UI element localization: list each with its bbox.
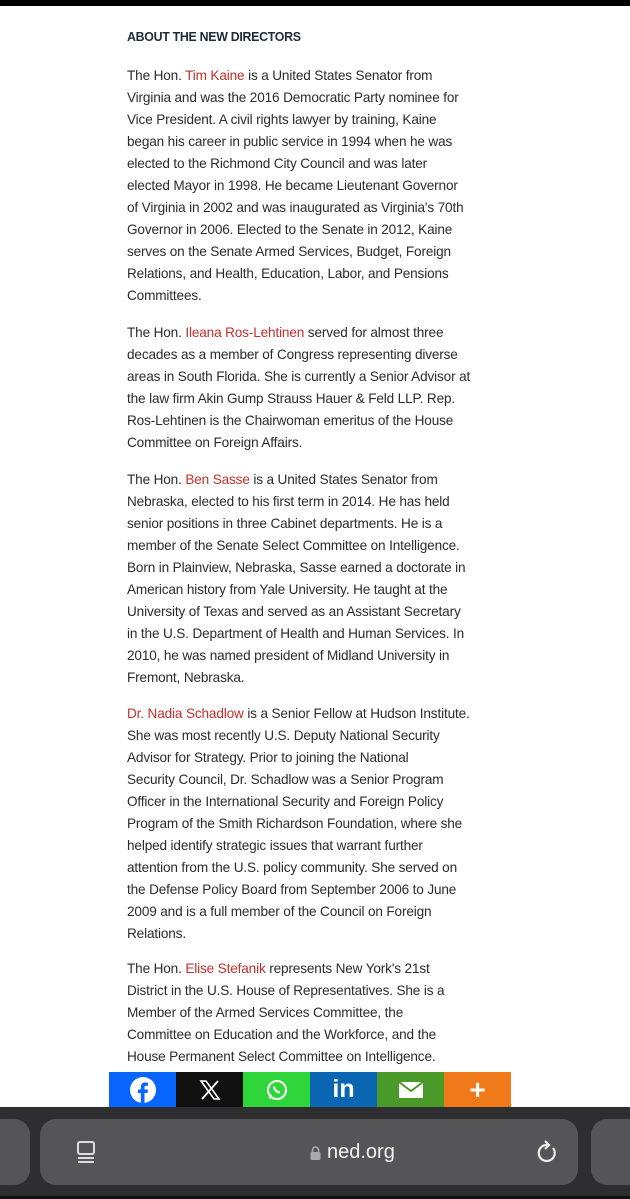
reload-icon[interactable] xyxy=(536,1140,558,1164)
bio-line: Relations, and Health, Education, Labor, and Pensions xyxy=(127,266,449,281)
bio-line: She was most recently U.S. Deputy National Security xyxy=(127,728,440,743)
director-bio xyxy=(127,703,470,945)
director-name-link[interactable]: Ben Sasse xyxy=(185,472,250,487)
bio-line: Virginia and was the 2016 Democratic Party nominee for xyxy=(127,90,459,105)
share-linkedin-button[interactable] xyxy=(310,1072,377,1107)
bio-text: is a Senior Fellow at Hudson Institute. xyxy=(243,706,470,721)
share-facebook-button[interactable] xyxy=(109,1072,176,1107)
director-bio xyxy=(127,65,464,307)
bio-line: Vice President. A civil rights lawyer by training, Kaine xyxy=(127,112,437,127)
director-name-link[interactable]: Dr. Nadia Schadlow xyxy=(127,706,244,721)
share-more-button[interactable] xyxy=(444,1072,511,1107)
bio-line: 2009 and is a full member of the Council on Foreign xyxy=(127,904,432,919)
bio-line xyxy=(127,469,465,491)
director-name-link[interactable]: Elise Stefanik xyxy=(185,961,266,976)
facebook-icon xyxy=(129,1076,157,1104)
bio-line: elected to the Richmond City Council and was later xyxy=(127,156,428,171)
bio-line: Security Council, Dr. Schadlow was a Senior Program xyxy=(127,772,444,787)
bio-prefix: The Hon. xyxy=(127,68,186,83)
bio-line: began his career in public service in 1994 when he was xyxy=(127,134,453,149)
bio-line: decades as a member of Congress representing diverse xyxy=(127,347,458,362)
share-x-button[interactable] xyxy=(176,1072,243,1107)
linkedin-icon: in xyxy=(332,1075,355,1103)
director-name-link[interactable]: Ileana Ros-Lehtinen xyxy=(185,325,305,340)
bio-prefix: The Hon. xyxy=(127,472,186,487)
previous-tab-pill[interactable] xyxy=(0,1119,30,1185)
bio-prefix: The Hon. xyxy=(127,961,186,976)
bio-line: House Permanent Select Committee on Intelligence. xyxy=(127,1049,436,1064)
x-icon xyxy=(199,1079,221,1101)
share-email-button[interactable] xyxy=(377,1072,444,1107)
bio-line: Program of the Smith Richardson Foundation, where she xyxy=(127,816,463,831)
email-icon xyxy=(399,1082,423,1098)
bio-line: Ros-Lehtinen is the Chairwoman emeritus of the House xyxy=(127,413,454,428)
bio-line: in the U.S. Department of Health and Human Services. In xyxy=(127,626,465,641)
bio-line: Born in Plainview, Nebraska, Sasse earned a doctorate in xyxy=(127,560,466,575)
bio-line: areas in South Florida. She is currently a Senior Advisor at xyxy=(127,369,471,384)
bio-line: Advisor for Strategy. Prior to joining the National xyxy=(127,750,409,765)
bio-line: University of Texas and served as an Assistant Secretary xyxy=(127,604,461,619)
section-heading: ABOUT THE NEW DIRECTORS xyxy=(127,29,301,44)
share-whatsapp-button[interactable] xyxy=(243,1072,310,1107)
bio-line: Governor in 2006. Elected to the Senate in 2012, Kaine xyxy=(127,222,453,237)
lock-icon xyxy=(310,1146,321,1160)
whatsapp-icon xyxy=(265,1078,289,1102)
bio-line xyxy=(127,65,464,87)
bio-line: District in the U.S. House of Representatives. She is a xyxy=(127,983,445,998)
share-bar xyxy=(109,1072,511,1107)
bio-line: Nebraska, elected to his first term in 2014. He has held xyxy=(127,494,450,509)
director-bio xyxy=(127,469,465,689)
bio-line: Officer in the International Security and Foreign Policy xyxy=(127,794,444,809)
browser-toolbar xyxy=(0,1107,630,1199)
bio-prefix: The Hon. xyxy=(127,325,186,340)
bio-line: Relations. xyxy=(127,926,186,941)
bio-line: American history from Yale University. He taught at the xyxy=(127,582,448,597)
bio-line: senior positions in three Cabinet departments. He is a xyxy=(127,516,443,531)
bio-line: Member of the Armed Services Committee, the xyxy=(127,1005,404,1020)
bio-line: elected Mayor in 1998. He became Lieutenant Governor xyxy=(127,178,458,193)
bio-line: Committees. xyxy=(127,288,202,303)
status-bar xyxy=(0,0,630,6)
bio-line: Committee on Education and the Workforce, and the xyxy=(127,1027,437,1042)
director-name-link[interactable]: Tim Kaine xyxy=(185,68,245,83)
bio-line: attention from the U.S. policy community. She served on xyxy=(127,860,457,875)
bio-line: the Defense Policy Board from September 2006 to June xyxy=(127,882,457,897)
bio-line xyxy=(127,322,470,344)
bio-line xyxy=(127,958,444,980)
bio-text: is a United States Senator from xyxy=(244,68,433,83)
bio-line: 2010, he was named president of Midland University in xyxy=(127,648,450,663)
director-bio xyxy=(127,322,470,454)
bio-text: served for almost three xyxy=(304,325,444,340)
url-text: ned.org xyxy=(327,1141,395,1163)
bio-line: Fremont, Nebraska. xyxy=(127,670,245,685)
bio-line: the law firm Akin Gump Strauss Hauer & Feld LLP. Rep. xyxy=(127,391,456,406)
bio-text: is a United States Senator from xyxy=(249,472,438,487)
tabs-icon xyxy=(76,1141,96,1165)
bio-line xyxy=(127,703,470,725)
director-bio xyxy=(127,958,444,1068)
bio-line: member of the Senate Select Committee on Intelligence. xyxy=(127,538,460,553)
bio-line: of Virginia in 2002 and was inaugurated as Virginia's 70th xyxy=(127,200,464,215)
address-bar[interactable] xyxy=(40,1119,578,1185)
bio-line: helped identify strategic issues that warrant further xyxy=(127,838,423,853)
next-tab-pill[interactable] xyxy=(591,1119,630,1185)
bio-line: serves on the Senate Armed Services, Budget, Foreign xyxy=(127,244,451,259)
plus-icon: + xyxy=(469,1073,486,1105)
bio-text: represents New York's 21st xyxy=(265,961,430,976)
bio-line: Committee on Foreign Affairs. xyxy=(127,435,303,450)
